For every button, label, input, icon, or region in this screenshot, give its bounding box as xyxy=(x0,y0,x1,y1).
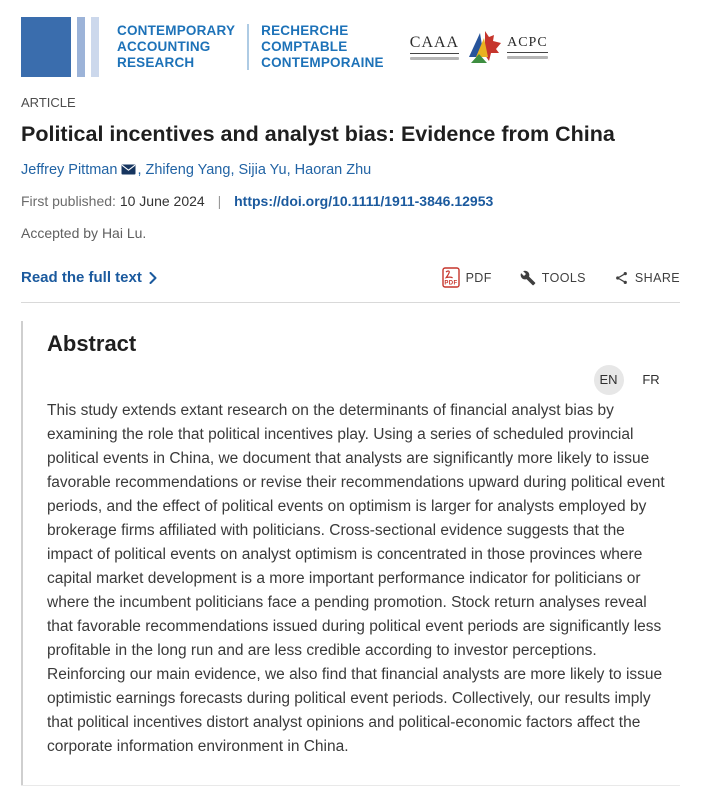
article-type-label: ARTICLE xyxy=(21,95,76,110)
tools-button[interactable] xyxy=(520,270,586,286)
logo-stripe xyxy=(77,17,85,77)
journal-title-line: RESEARCH xyxy=(117,54,195,70)
author-link[interactable]: Sijia Yu xyxy=(238,162,287,178)
caaa-wordmark xyxy=(410,34,459,60)
pdf-file-icon xyxy=(442,267,460,288)
journal-banner xyxy=(21,15,680,79)
journal-title-group xyxy=(117,23,384,71)
abstract-text: This study extends extant research on the determinants of financial analyst bias by examining the role that political incentives play. Using a series of scheduled provincial political events in China, we document that analysts are significantly more likely to issue favorable recommendations or revise their recommendations upward during political event periods, and the effect of political events on optimism is larger for analysts employed by brokerage firms affiliated with politicians. Cross-sectional evidence suggests that the impact of political events on analyst optimism is concentrated in those provinces where capital market development is a more important performance indicator for politicians or where the incumbent politicians face a pending promotion. Stock return analyses reveal that favorable recommendations issued during political event periods are significantly less profitable in the long run and are less credible according to investor perceptions. Reinforcing our main evidence, we also find that financial analysts are more likely to issue optimistic earnings forecasts during political event periods. Collectively, our results imply that political incentives distort analyst opinions and political-economic factors affect the corporate information environment in China. xyxy=(47,402,665,756)
read-full-text-label: Read the full text xyxy=(21,269,142,286)
share-icon xyxy=(614,270,629,286)
author-link[interactable]: Haoran Zhu xyxy=(294,162,372,178)
first-published-date: 10 June 2024 xyxy=(119,193,205,209)
logo-stripe-light xyxy=(91,17,99,77)
journal-title-line: CONTEMPORARY xyxy=(117,23,236,39)
author-list xyxy=(21,162,680,178)
acpc-subtext-bar xyxy=(507,56,548,59)
tools-label: TOOLS xyxy=(541,270,586,285)
share-label: SHARE xyxy=(634,270,680,285)
wrench-icon xyxy=(520,270,536,286)
article-title: Political incentives and analyst bias: Evidence from China xyxy=(21,122,615,146)
first-published-label: First published: xyxy=(21,193,116,209)
journal-title-divider xyxy=(247,24,249,70)
pdf-icon-text: PDF xyxy=(443,280,458,287)
acpc-label: ACPC xyxy=(507,35,548,53)
journal-title-french xyxy=(261,23,384,71)
action-bar xyxy=(21,267,680,288)
lang-fr-button[interactable]: FR xyxy=(642,372,660,387)
author-link[interactable]: Jeffrey Pittman xyxy=(21,162,118,178)
read-full-text-link[interactable] xyxy=(21,269,157,286)
share-button[interactable] xyxy=(614,270,680,286)
caaa-acpc-logo xyxy=(410,29,548,65)
journal-title-line: RECHERCHE xyxy=(261,23,349,39)
journal-title-line: COMPTABLE xyxy=(261,39,348,55)
accepted-by-note: Accepted by Hai Lu. xyxy=(21,225,147,241)
toolbar xyxy=(442,267,680,288)
journal-title-english xyxy=(117,23,235,71)
author-separator: , xyxy=(286,162,295,178)
maple-leaf-icon xyxy=(463,29,503,65)
section-divider xyxy=(21,302,680,303)
pipe-separator: | xyxy=(217,193,222,209)
abstract-heading: Abstract xyxy=(47,331,137,356)
caaa-label: CAAA xyxy=(410,34,459,54)
pdf-label: PDF xyxy=(465,270,492,285)
caaa-subtext-bar xyxy=(410,57,459,60)
doi-link[interactable]: https://doi.org/10.1111/1911-3846.12953 xyxy=(234,193,494,209)
author-separator: , xyxy=(137,162,146,178)
journal-logo-mark xyxy=(21,17,99,77)
abstract-section xyxy=(21,321,680,785)
pdf-button[interactable] xyxy=(442,267,492,288)
lang-en-button[interactable]: EN xyxy=(594,365,624,395)
acpc-wordmark xyxy=(507,35,548,59)
journal-title-line: CONTEMPORAINE xyxy=(261,54,384,70)
bottom-divider xyxy=(21,785,680,786)
author-separator: , xyxy=(230,162,239,178)
language-toggle xyxy=(47,365,680,395)
logo-blue-block xyxy=(21,17,71,77)
author-link[interactable]: Zhifeng Yang xyxy=(145,162,231,178)
publication-info xyxy=(21,193,680,209)
envelope-icon[interactable] xyxy=(121,164,136,175)
chevron-right-icon xyxy=(149,272,157,284)
journal-title-line: ACCOUNTING xyxy=(117,39,211,55)
